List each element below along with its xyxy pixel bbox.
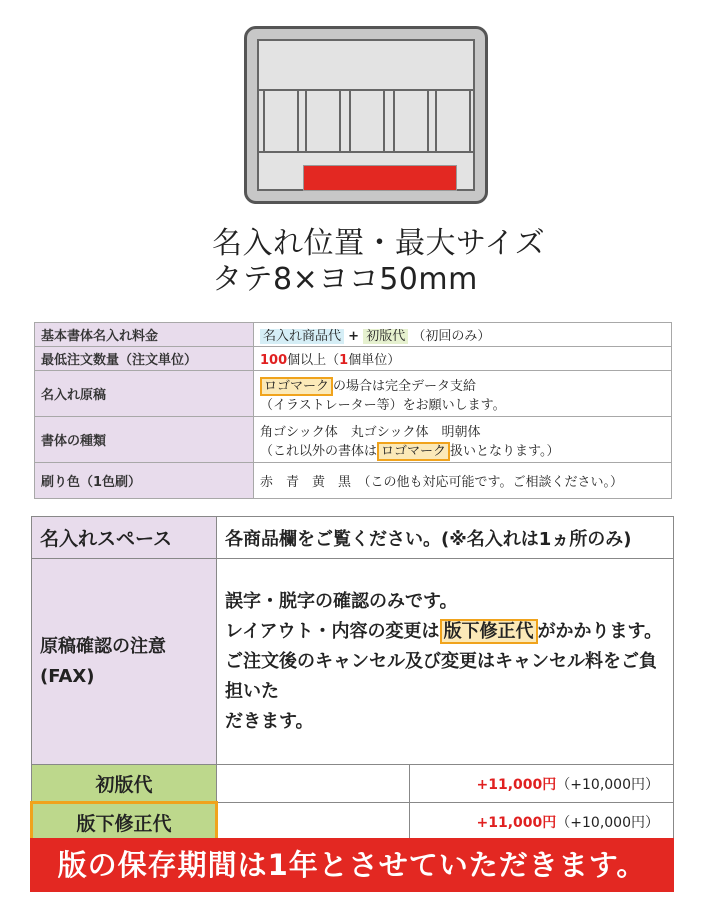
empty-cell [217, 803, 410, 842]
value-text: （イラストレーター等）をお願いします。 [260, 397, 506, 413]
plate-retention-banner: 版の保存期間は1年とさせていただきます。 [30, 838, 674, 892]
price-tax-note: （+10,000円） [556, 776, 659, 793]
row-value [254, 347, 672, 371]
value-text: 角ゴシック体 丸ゴシック体 明朝体 [260, 424, 481, 440]
revision-fee-tag: 版下修正代 [440, 619, 538, 644]
check-note-text: がかかります。 [537, 620, 663, 642]
table-row [35, 347, 672, 371]
revision-fee-price [410, 803, 674, 842]
imprint-notes-table [30, 516, 674, 843]
row-value [254, 371, 672, 417]
row-label: 書体の種類 [35, 417, 254, 463]
row-label: 刷り色（1色刷） [35, 463, 254, 499]
row-value [254, 323, 672, 347]
value-text: 扱いとなります。） [450, 443, 560, 459]
check-label-line1: 原稿確認の注意 [40, 635, 166, 657]
row-value: 赤 青 黄 黒 （この他も対応可能です。ご相談ください。） [254, 463, 672, 499]
logo-mark-tag: ロゴマーク [377, 442, 450, 461]
check-note-line [225, 617, 665, 647]
product-imprint-diagram [244, 26, 488, 204]
price-amount: +11,000円 [476, 776, 557, 793]
check-note-text: レイアウト・内容の変更は [225, 620, 440, 642]
diagram-slot [263, 91, 299, 151]
diagram-slot [435, 91, 471, 151]
price-amount: +11,000円 [476, 815, 557, 831]
unit-number: 1 [339, 353, 349, 368]
diagram-slot [393, 91, 429, 151]
price-row [32, 765, 674, 803]
imprint-spec-table [34, 322, 672, 499]
value-text: （これ以外の書体は [260, 443, 378, 459]
size-caption-line1: 名入れ位置・最大サイズ [212, 226, 546, 261]
space-label: 名入れスペース [32, 517, 217, 559]
imprint-size-caption [212, 226, 545, 298]
row-value [254, 417, 672, 463]
initial-plate-fee-label: 初版代 [32, 765, 217, 803]
value-text: 個以上（ [287, 353, 340, 368]
plus-sign: + [348, 329, 360, 344]
min-qty-number: 100 [260, 353, 288, 368]
check-label-line2: (FAX) [40, 665, 95, 687]
table-row [35, 371, 672, 417]
row-label: 基本書体名入れ料金 [35, 323, 254, 347]
highlight-text: 名入れ商品代 [260, 329, 344, 344]
highlight-text: 初版代 [363, 329, 408, 344]
table-row [35, 417, 672, 463]
row-label: 最低注文数量（注文単位） [35, 347, 254, 371]
initial-plate-fee-price [410, 765, 674, 803]
value-text: 個単位） [348, 353, 401, 368]
revision-fee-label: 版下修正代 [32, 803, 217, 842]
price-tax-note: （+10,000円） [556, 815, 659, 831]
check-label [32, 559, 217, 765]
diagram-divider [259, 151, 473, 153]
check-note-line: ご注文後のキャンセル及び変更はキャンセル料をご負担いた [225, 650, 657, 702]
size-caption-line2: タテ8×ヨコ50mm [212, 262, 478, 297]
value-text: の場合は完全データ支給 [333, 378, 477, 394]
check-notes [217, 559, 674, 765]
table-row [32, 517, 674, 559]
value-text: （初回のみ） [412, 329, 491, 344]
table-row [32, 559, 674, 765]
diagram-slot [349, 91, 385, 151]
price-row [32, 803, 674, 842]
row-label: 名入れ原稿 [35, 371, 254, 417]
diagram-slot [305, 91, 341, 151]
table-row [35, 323, 672, 347]
table-row [35, 463, 672, 499]
check-note-line: だきます。 [225, 710, 314, 732]
diagram-panel [257, 39, 475, 191]
space-value: 各商品欄をご覧ください。(※名入れは1ヵ所のみ) [217, 517, 674, 559]
logo-mark-tag: ロゴマーク [260, 377, 333, 396]
empty-cell [217, 765, 410, 803]
imprint-area-marker [303, 165, 457, 191]
check-note-line: 誤字・脱字の確認のみです。 [225, 590, 458, 612]
